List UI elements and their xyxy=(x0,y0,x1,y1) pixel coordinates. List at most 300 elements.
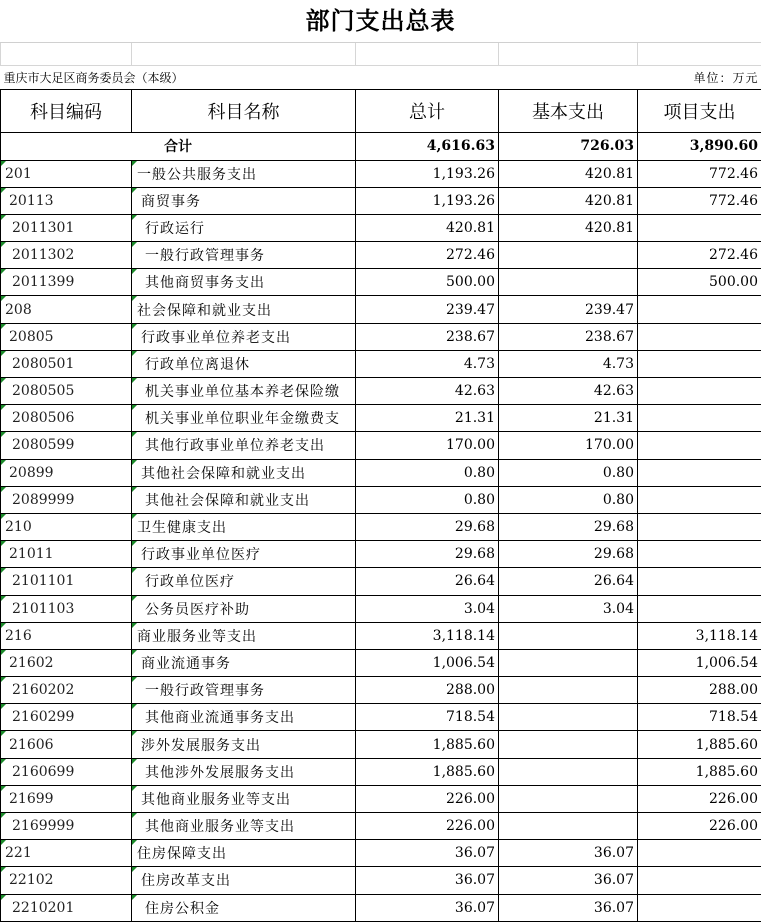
table-row xyxy=(1,785,761,812)
row-total-text: 26.64 xyxy=(454,573,495,590)
cell-marker-icon xyxy=(132,759,137,764)
cell-marker-icon xyxy=(132,405,137,410)
row-name xyxy=(132,731,356,758)
row-total xyxy=(356,405,499,432)
row-name-text: 其他行政事业单位养老支出 xyxy=(145,438,325,455)
row-project xyxy=(638,350,761,377)
table-row xyxy=(1,595,761,622)
row-name xyxy=(132,187,356,214)
table-row xyxy=(1,513,761,540)
cell-marker-icon xyxy=(132,840,137,845)
row-code-text: 210 xyxy=(5,519,32,536)
row-code-text: 2011301 xyxy=(12,219,75,236)
row-code xyxy=(1,785,132,812)
row-project-text: 718.54 xyxy=(709,709,758,726)
row-total-text: 238.67 xyxy=(446,328,495,345)
table-row xyxy=(1,622,761,649)
cell-marker-icon xyxy=(132,704,137,709)
row-basic xyxy=(499,677,638,704)
row-total-text: 0.80 xyxy=(463,464,495,481)
row-basic xyxy=(499,649,638,676)
table-row xyxy=(1,459,761,486)
row-name xyxy=(132,785,356,812)
row-total-text: 36.07 xyxy=(454,845,495,862)
row-total xyxy=(356,296,499,323)
table-row xyxy=(1,432,761,459)
row-code xyxy=(1,568,132,595)
row-name-text: 涉外发展服务支出 xyxy=(141,737,261,754)
row-project xyxy=(638,622,761,649)
cell-marker-icon xyxy=(1,161,6,166)
cell-marker-icon xyxy=(1,351,6,356)
cell-marker-icon xyxy=(132,731,137,736)
cell-marker-icon xyxy=(132,487,137,492)
table-row xyxy=(1,405,761,432)
row-total-text: 29.68 xyxy=(454,519,495,536)
row-name-text: 机关事业单位基本养老保险缴 xyxy=(145,384,340,401)
row-code xyxy=(1,296,132,323)
row-total xyxy=(356,350,499,377)
row-code xyxy=(1,242,132,269)
row-code-text: 2169999 xyxy=(12,818,75,835)
row-project xyxy=(638,595,761,622)
row-basic-text: 29.68 xyxy=(593,519,634,536)
row-basic-text: 36.07 xyxy=(593,845,634,862)
row-basic xyxy=(499,214,638,241)
cell-marker-icon xyxy=(1,541,6,546)
table-row xyxy=(1,269,761,296)
cell-marker-icon xyxy=(132,432,137,437)
row-basic xyxy=(499,269,638,296)
info-row xyxy=(1,65,761,89)
row-name xyxy=(132,160,356,187)
table-row xyxy=(1,541,761,568)
row-project xyxy=(638,486,761,513)
row-basic xyxy=(499,432,638,459)
row-name-text: 卫生健康支出 xyxy=(137,520,227,537)
row-basic xyxy=(499,785,638,812)
row-code-text: 21699 xyxy=(9,790,54,807)
row-basic-text: 420.81 xyxy=(585,219,634,236)
row-basic-text: 29.68 xyxy=(593,546,634,563)
row-project xyxy=(638,568,761,595)
cell-marker-icon xyxy=(1,514,6,519)
row-total xyxy=(356,187,499,214)
row-total-text: 288.00 xyxy=(446,682,495,699)
total-sum: 4,616.63 xyxy=(356,132,499,160)
row-name-text: 住房改革支出 xyxy=(141,873,231,890)
row-code xyxy=(1,758,132,785)
table-row xyxy=(1,568,761,595)
row-total-text: 36.07 xyxy=(454,899,495,916)
row-code xyxy=(1,731,132,758)
table-row xyxy=(1,323,761,350)
row-code xyxy=(1,459,132,486)
row-name xyxy=(132,622,356,649)
row-total-text: 226.00 xyxy=(446,790,495,807)
cell-marker-icon xyxy=(1,324,6,329)
cell-marker-icon xyxy=(1,568,6,573)
row-name xyxy=(132,378,356,405)
unit-label: 单位：万元 xyxy=(693,70,759,85)
row-code xyxy=(1,214,132,241)
table-row xyxy=(1,378,761,405)
row-code-text: 2011399 xyxy=(12,274,75,291)
row-total-text: 272.46 xyxy=(446,247,495,264)
cell-marker-icon xyxy=(1,813,6,818)
header-code: 科目编码 xyxy=(1,89,132,132)
row-total-text: 3.04 xyxy=(463,600,495,617)
row-code-text: 2080599 xyxy=(12,437,75,454)
row-basic xyxy=(499,541,638,568)
cell-marker-icon xyxy=(1,296,6,301)
cell-marker-icon xyxy=(132,568,137,573)
cell-marker-icon xyxy=(132,813,137,818)
table-row xyxy=(1,160,761,187)
row-name-text: 公务员医疗补助 xyxy=(145,601,250,618)
total-basic: 726.03 xyxy=(499,132,638,160)
row-basic xyxy=(499,622,638,649)
row-name-text: 社会保障和就业支出 xyxy=(137,302,272,319)
row-code-text: 2160202 xyxy=(12,682,75,699)
row-total xyxy=(356,840,499,867)
row-name xyxy=(132,813,356,840)
row-total-text: 36.07 xyxy=(454,872,495,889)
table-row xyxy=(1,704,761,731)
header-total: 总计 xyxy=(356,89,499,132)
row-total xyxy=(356,269,499,296)
row-total xyxy=(356,242,499,269)
cell-marker-icon xyxy=(132,269,137,274)
table-row xyxy=(1,758,761,785)
row-code-text: 2080501 xyxy=(12,355,75,372)
row-total xyxy=(356,595,499,622)
row-project xyxy=(638,405,761,432)
header-project: 项目支出 xyxy=(638,89,761,132)
row-total-text: 226.00 xyxy=(446,818,495,835)
row-basic xyxy=(499,405,638,432)
row-total-text: 718.54 xyxy=(446,709,495,726)
row-basic xyxy=(499,160,638,187)
row-name xyxy=(132,867,356,894)
row-basic xyxy=(499,187,638,214)
table-row xyxy=(1,731,761,758)
row-project-text: 3,118.14 xyxy=(695,627,758,644)
row-code xyxy=(1,704,132,731)
row-name-text: 住房公积金 xyxy=(145,900,220,917)
row-total xyxy=(356,323,499,350)
row-name xyxy=(132,350,356,377)
row-code xyxy=(1,541,132,568)
row-basic xyxy=(499,894,638,921)
page-title: 部门支出总表 xyxy=(0,0,761,43)
table-row xyxy=(1,214,761,241)
row-total-text: 500.00 xyxy=(446,274,495,291)
table-row xyxy=(1,350,761,377)
row-total xyxy=(356,867,499,894)
row-name-text: 行政运行 xyxy=(145,220,205,237)
cell-marker-icon xyxy=(132,242,137,247)
row-code xyxy=(1,378,132,405)
row-name xyxy=(132,486,356,513)
row-project-text: 226.00 xyxy=(709,818,758,835)
row-code xyxy=(1,813,132,840)
blank-row xyxy=(1,43,761,65)
row-name xyxy=(132,568,356,595)
row-total-text: 42.63 xyxy=(454,383,495,400)
cell-marker-icon xyxy=(1,405,6,410)
cell-marker-icon xyxy=(1,867,6,872)
row-name-text: 一般行政管理事务 xyxy=(145,248,265,265)
row-code xyxy=(1,486,132,513)
row-code xyxy=(1,350,132,377)
row-code xyxy=(1,160,132,187)
row-code-text: 20899 xyxy=(9,464,54,481)
row-basic-text: 420.81 xyxy=(585,165,634,182)
row-name-text: 其他商业服务业等支出 xyxy=(141,791,291,808)
row-basic-text: 21.31 xyxy=(593,410,634,427)
total-row xyxy=(1,132,761,160)
table-row xyxy=(1,677,761,704)
total-label: 合计 xyxy=(1,132,356,160)
row-basic xyxy=(499,459,638,486)
row-code xyxy=(1,622,132,649)
row-total xyxy=(356,378,499,405)
table-row xyxy=(1,649,761,676)
row-total xyxy=(356,758,499,785)
cell-marker-icon xyxy=(132,188,137,193)
row-code xyxy=(1,677,132,704)
row-code xyxy=(1,405,132,432)
row-code-text: 2089999 xyxy=(12,491,75,508)
row-name xyxy=(132,296,356,323)
row-total-text: 1,193.26 xyxy=(432,165,495,182)
table-row xyxy=(1,813,761,840)
row-code-text: 2210201 xyxy=(12,899,75,916)
cell-marker-icon xyxy=(132,351,137,356)
row-project xyxy=(638,867,761,894)
row-name xyxy=(132,405,356,432)
row-basic xyxy=(499,350,638,377)
row-code-text: 2080506 xyxy=(12,410,75,427)
cell-marker-icon xyxy=(1,487,6,492)
cell-marker-icon xyxy=(132,596,137,601)
cell-marker-icon xyxy=(132,650,137,655)
row-code xyxy=(1,269,132,296)
row-code-text: 2160699 xyxy=(12,763,75,780)
row-project xyxy=(638,840,761,867)
row-name-text: 商业流通事务 xyxy=(141,655,231,672)
row-code-text: 208 xyxy=(5,301,32,318)
row-project xyxy=(638,813,761,840)
row-basic xyxy=(499,513,638,540)
row-total xyxy=(356,513,499,540)
row-basic-text: 0.80 xyxy=(602,491,634,508)
cell-marker-icon xyxy=(1,623,6,628)
row-project xyxy=(638,296,761,323)
row-name-text: 行政事业单位医疗 xyxy=(141,547,261,564)
row-basic xyxy=(499,704,638,731)
row-basic xyxy=(499,840,638,867)
row-name xyxy=(132,269,356,296)
row-total xyxy=(356,432,499,459)
row-basic-text: 420.81 xyxy=(585,192,634,209)
cell-marker-icon xyxy=(1,759,6,764)
row-name-text: 其他涉外发展服务支出 xyxy=(145,764,295,781)
cell-marker-icon xyxy=(1,704,6,709)
row-basic xyxy=(499,296,638,323)
row-project xyxy=(638,677,761,704)
table-row xyxy=(1,867,761,894)
row-code xyxy=(1,323,132,350)
cell-marker-icon xyxy=(1,242,6,247)
row-basic xyxy=(499,813,638,840)
cell-marker-icon xyxy=(1,731,6,736)
row-name-text: 商贸事务 xyxy=(141,193,201,210)
cell-marker-icon xyxy=(1,378,6,383)
row-project-text: 226.00 xyxy=(709,790,758,807)
row-total xyxy=(356,568,499,595)
row-project xyxy=(638,242,761,269)
table-body xyxy=(1,160,761,921)
row-project-text: 1,006.54 xyxy=(695,654,758,671)
row-name xyxy=(132,595,356,622)
row-basic-text: 36.07 xyxy=(593,872,634,889)
row-code-text: 21606 xyxy=(9,736,54,753)
row-code-text: 21011 xyxy=(9,546,54,563)
cell-marker-icon xyxy=(1,432,6,437)
cell-marker-icon xyxy=(132,677,137,682)
row-total-text: 170.00 xyxy=(446,437,495,454)
row-code xyxy=(1,187,132,214)
row-basic-text: 36.07 xyxy=(593,899,634,916)
cell-marker-icon xyxy=(1,895,6,900)
row-project xyxy=(638,731,761,758)
row-project-text: 288.00 xyxy=(709,682,758,699)
row-basic xyxy=(499,867,638,894)
row-basic-text: 3.04 xyxy=(602,600,634,617)
cell-marker-icon xyxy=(1,188,6,193)
row-total xyxy=(356,459,499,486)
table-row xyxy=(1,187,761,214)
row-basic xyxy=(499,758,638,785)
row-project xyxy=(638,269,761,296)
row-basic-text: 42.63 xyxy=(593,383,634,400)
row-name-text: 一般公共服务支出 xyxy=(137,166,257,183)
row-project-text: 772.46 xyxy=(709,192,758,209)
row-name xyxy=(132,214,356,241)
cell-marker-icon xyxy=(1,269,6,274)
row-basic xyxy=(499,242,638,269)
row-project xyxy=(638,187,761,214)
cell-marker-icon xyxy=(132,324,137,329)
row-basic-text: 26.64 xyxy=(593,573,634,590)
row-name xyxy=(132,894,356,921)
row-total-text: 1,006.54 xyxy=(432,654,495,671)
row-name-text: 其他商贸事务支出 xyxy=(145,275,265,292)
row-project xyxy=(638,894,761,921)
row-code xyxy=(1,432,132,459)
cell-marker-icon xyxy=(1,596,6,601)
row-total xyxy=(356,704,499,731)
row-project xyxy=(638,323,761,350)
row-name xyxy=(132,541,356,568)
cell-marker-icon xyxy=(132,895,137,900)
row-name xyxy=(132,758,356,785)
row-code-text: 22102 xyxy=(9,872,54,889)
cell-marker-icon xyxy=(132,215,137,220)
row-basic xyxy=(499,378,638,405)
row-project-text: 772.46 xyxy=(709,165,758,182)
cell-marker-icon xyxy=(132,161,137,166)
cell-marker-icon xyxy=(132,514,137,519)
row-name-text: 一般行政管理事务 xyxy=(145,683,265,700)
row-name xyxy=(132,242,356,269)
row-code-text: 2011302 xyxy=(12,247,75,264)
row-code-text: 201 xyxy=(5,165,32,182)
row-code xyxy=(1,867,132,894)
row-name xyxy=(132,649,356,676)
row-total xyxy=(356,486,499,513)
row-total xyxy=(356,813,499,840)
cell-marker-icon xyxy=(132,786,137,791)
row-name xyxy=(132,513,356,540)
cell-marker-icon xyxy=(1,786,6,791)
row-code xyxy=(1,595,132,622)
row-total-text: 420.81 xyxy=(446,219,495,236)
row-name xyxy=(132,459,356,486)
row-name xyxy=(132,323,356,350)
row-name xyxy=(132,840,356,867)
row-total xyxy=(356,785,499,812)
row-total xyxy=(356,894,499,921)
table-row xyxy=(1,894,761,921)
row-project xyxy=(638,459,761,486)
row-basic xyxy=(499,731,638,758)
row-name-text: 住房保障支出 xyxy=(137,846,227,863)
cell-marker-icon xyxy=(1,650,6,655)
row-name-text: 行政单位离退休 xyxy=(145,356,250,373)
row-project-text: 1,885.60 xyxy=(695,763,758,780)
cell-marker-icon xyxy=(1,215,6,220)
row-total-text: 1,193.26 xyxy=(432,192,495,209)
cell-marker-icon xyxy=(1,460,6,465)
row-total xyxy=(356,649,499,676)
row-code-text: 2101103 xyxy=(12,600,75,617)
row-code xyxy=(1,840,132,867)
row-total-text: 4.73 xyxy=(463,355,495,372)
header-row xyxy=(1,89,761,132)
row-project xyxy=(638,785,761,812)
row-basic xyxy=(499,486,638,513)
row-code-text: 20805 xyxy=(9,328,54,345)
row-project xyxy=(638,704,761,731)
row-basic-text: 0.80 xyxy=(602,464,634,481)
cell-marker-icon xyxy=(132,460,137,465)
row-basic xyxy=(499,568,638,595)
row-code xyxy=(1,894,132,921)
total-project: 3,890.60 xyxy=(638,132,761,160)
row-project xyxy=(638,541,761,568)
row-basic-text: 4.73 xyxy=(602,355,634,372)
row-total-text: 3,118.14 xyxy=(432,627,495,644)
table-row xyxy=(1,296,761,323)
row-name-text: 商业服务业等支出 xyxy=(137,628,257,645)
row-name xyxy=(132,704,356,731)
row-name-text: 行政单位医疗 xyxy=(145,574,235,591)
cell-marker-icon xyxy=(132,623,137,628)
table-row xyxy=(1,242,761,269)
